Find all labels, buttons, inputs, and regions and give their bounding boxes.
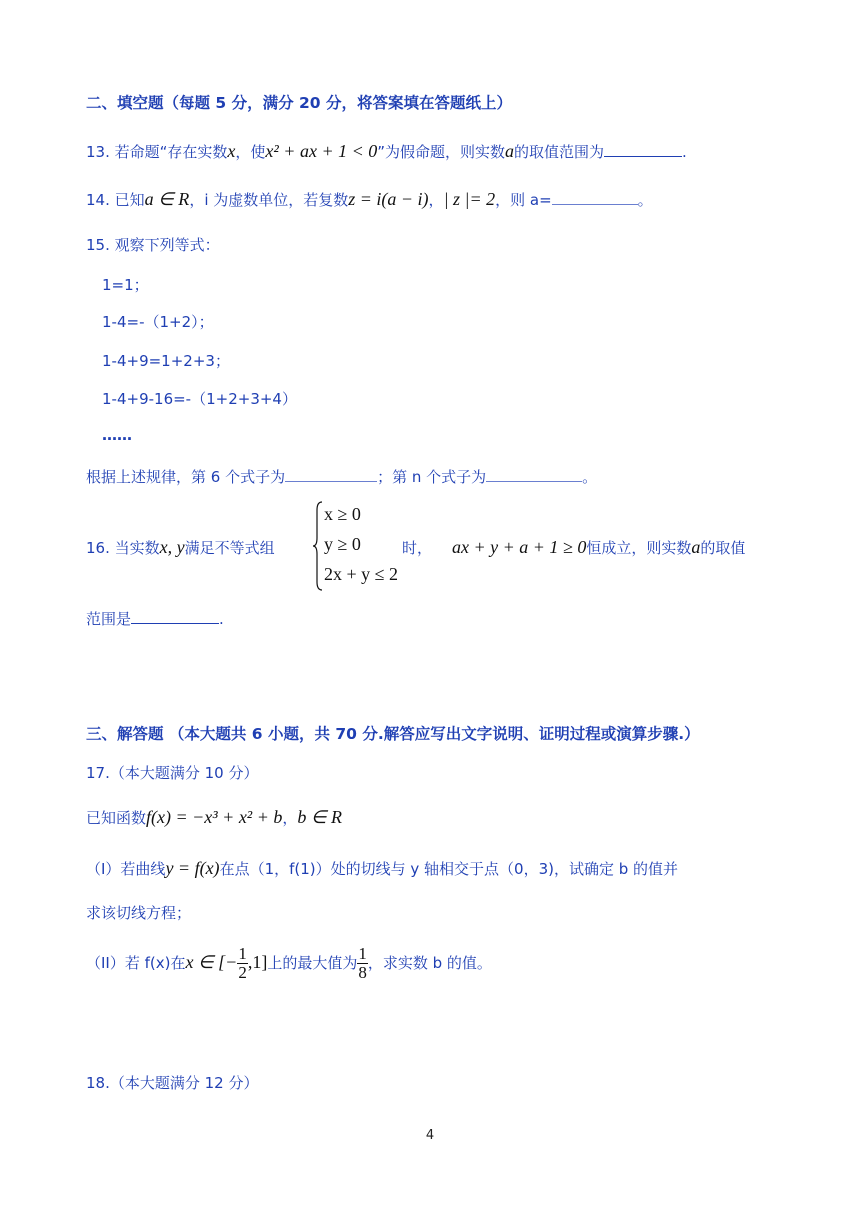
question-15-ask: 根据上述规律，第 6 个式子为 ；第 n 个式子为 。 bbox=[86, 468, 598, 486]
ellipsis: …… bbox=[102, 426, 132, 444]
question-14: 14. 已知a ∈ R，i 为虚数单位，若复数z = i(a − i)，| z |= 2，则 a= 。 bbox=[86, 189, 653, 209]
fraction-one-eighth: $\frac{1}{8}$ bbox=[358, 944, 367, 982]
fraction-one-half: $\frac{1}{2}$ bbox=[238, 944, 247, 982]
answer-blank-16[interactable] bbox=[131, 609, 219, 624]
section3-title: 三、解答题 （本大题共 6 小题，共 70 分.解答应写出文字说明、证明过程或演算步骤.） bbox=[86, 725, 700, 743]
equation-line-3: 1-4+9=1+2+3； bbox=[102, 352, 230, 370]
question-17-title: 17.（本大题满分 10 分） bbox=[86, 764, 259, 782]
q13-expression: x² + ax + 1 < 0 bbox=[265, 141, 378, 161]
page-number: 4 bbox=[425, 1128, 435, 1143]
question-17-part2: （II）若 f(x)在x ∈ [− $\frac{1}{2}$ ,1]上的最大值为 $\frac{1}{8}$ ，求实数 b 的值。 bbox=[86, 944, 492, 982]
question-17-part1-line2: 求该切线方程； bbox=[86, 904, 192, 922]
inequality-row-3: 2x + y ≤ 2 bbox=[324, 564, 399, 584]
answer-blank-13[interactable] bbox=[604, 142, 682, 157]
equation-line-1: 1=1； bbox=[102, 276, 149, 294]
question-15-title: 15. 观察下列等式： bbox=[86, 236, 220, 254]
question-16: 16. 当实数x, y满足不等式组 bbox=[86, 537, 275, 557]
inequality-system bbox=[312, 500, 402, 592]
answer-blank-15a[interactable] bbox=[285, 467, 377, 482]
answer-blank-14[interactable] bbox=[552, 190, 638, 205]
question-13: 13. 若命题“存在实数x，使x² + ax + 1 < 0”为假命题，则实数a的取值范围为 . bbox=[86, 141, 687, 161]
answer-blank-15b[interactable] bbox=[486, 467, 582, 482]
equation-line-4: 1-4+9-16=-（1+2+3+4） bbox=[102, 390, 297, 408]
equation-line-2: 1-4=-（1+2）； bbox=[102, 313, 214, 331]
question-18-title: 18.（本大题满分 12 分） bbox=[86, 1074, 259, 1092]
section2-title: 二、填空题（每题 5 分，满分 20 分，将答案填在答题纸上） bbox=[86, 94, 512, 112]
inequality-row-1: x ≥ 0 bbox=[324, 504, 361, 524]
question-17-function: 已知函数f(x) = −x³ + x² + b，b ∈ R bbox=[86, 807, 343, 827]
question-16-line2: 范围是 . bbox=[86, 610, 224, 628]
inequality-row-2: y ≥ 0 bbox=[324, 534, 361, 554]
left-brace-icon bbox=[312, 500, 324, 592]
question-16-cont: 时， ax + y + a + 1 ≥ 0恒成立，则实数a的取值 bbox=[402, 537, 746, 557]
question-17-part1: （I）若曲线y = f(x)在点（1，f(1)）处的切线与 y 轴相交于点（0，3)，试确定 b 的值并 bbox=[86, 858, 679, 878]
